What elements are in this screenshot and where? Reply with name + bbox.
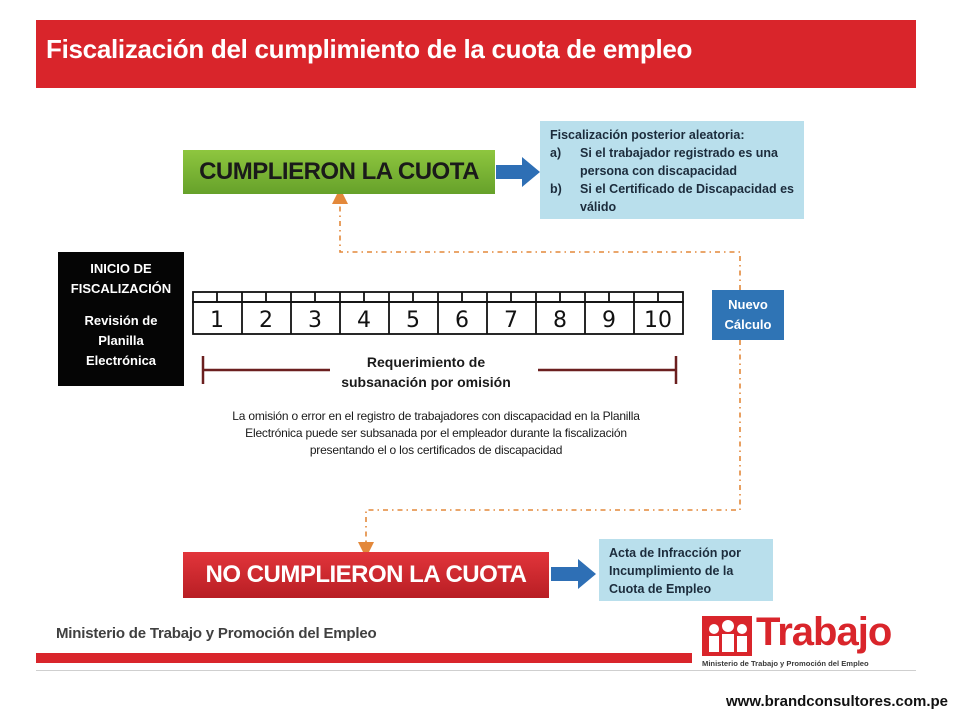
info-item-label: b) bbox=[550, 182, 562, 196]
omission-description bbox=[216, 408, 656, 459]
cumplieron-label: CUMPLIERON LA CUOTA bbox=[199, 158, 479, 185]
day-label: 2 bbox=[259, 308, 273, 333]
footer-red-bar bbox=[36, 653, 692, 663]
requirement-line: Requerimiento de bbox=[366, 354, 486, 370]
day-label: 9 bbox=[602, 308, 616, 333]
requirement-line: subsanación por omisión bbox=[341, 374, 511, 390]
infraction-line: Incumplimiento de la bbox=[609, 564, 734, 578]
cumplieron-box bbox=[183, 150, 495, 194]
requirement-label bbox=[296, 352, 556, 392]
day-label: 7 bbox=[504, 308, 518, 333]
arrow-right-bottom bbox=[551, 559, 596, 589]
info-item-label: a) bbox=[550, 146, 562, 160]
infraction-line: Acta de Infracción por bbox=[609, 546, 741, 560]
start-box-line: INICIO DE bbox=[90, 261, 152, 276]
start-box-line: FISCALIZACIÓN bbox=[70, 281, 172, 296]
random-audit-info-box bbox=[540, 121, 804, 219]
start-inspection-box bbox=[58, 252, 184, 386]
website-url: www.brandconsultores.com.pe bbox=[726, 693, 948, 710]
logo-title: Trabajo bbox=[756, 610, 892, 654]
day-label: 8 bbox=[553, 308, 567, 333]
logo-subtitle: Ministerio de Trabajo y Promoción del Empleo bbox=[702, 659, 869, 668]
start-box-line: Planilla bbox=[98, 333, 144, 348]
trabajo-logo bbox=[700, 612, 900, 672]
info-heading: Fiscalización posterior aleatoria: bbox=[550, 128, 745, 142]
start-box-line: Electrónica bbox=[85, 353, 157, 368]
new-calculation-box bbox=[712, 290, 784, 340]
day-label: 5 bbox=[406, 308, 420, 333]
page-title: Fiscalización del cumplimiento de la cuota de empleo bbox=[46, 34, 693, 64]
day-label: 6 bbox=[455, 308, 469, 333]
description-line: Electrónica puede ser subsanada por el empleador durante la fiscalización bbox=[245, 426, 627, 440]
info-item bbox=[550, 144, 804, 180]
no-cumplieron-label: NO CUMPLIERON LA CUOTA bbox=[205, 561, 527, 588]
no-cumplieron-box bbox=[183, 552, 549, 598]
day-label: 10 bbox=[644, 308, 672, 333]
day-label: 4 bbox=[357, 308, 371, 333]
arrow-right-top bbox=[496, 157, 540, 187]
info-item-text: Si el trabajador registrado es una persona con discapacidad bbox=[580, 146, 778, 178]
slide bbox=[36, 20, 916, 678]
infraction-info-box bbox=[599, 539, 773, 601]
info-item bbox=[550, 180, 804, 216]
description-line: La omisión o error en el registro de trabajadores con discapacidad en la Planilla bbox=[232, 409, 640, 423]
info-item-text: Si el Certificado de Discapacidad es válido bbox=[580, 182, 794, 214]
description-line: presentando el o los certificados de discapacidad bbox=[309, 443, 563, 457]
infraction-line: Cuota de Empleo bbox=[609, 582, 712, 596]
ministry-footer-text: Ministerio de Trabajo y Promoción del Empleo bbox=[56, 625, 377, 642]
day-label: 1 bbox=[210, 308, 224, 333]
recalc-line: Nuevo bbox=[728, 297, 768, 312]
recalc-line: Cálculo bbox=[724, 317, 772, 332]
start-box-line: Revisión de bbox=[84, 313, 158, 328]
day-label: 3 bbox=[308, 308, 322, 333]
